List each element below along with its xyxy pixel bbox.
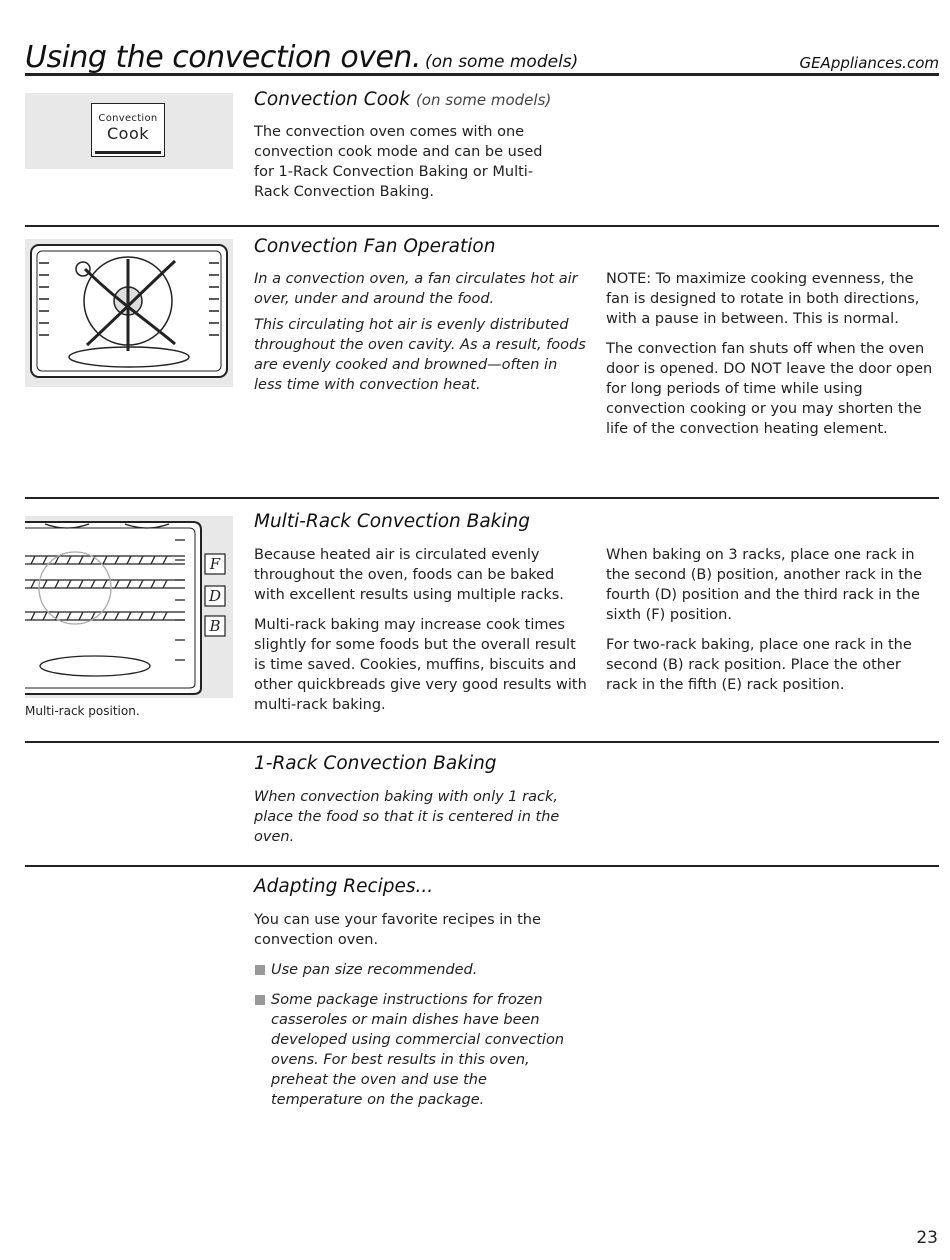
one-rack-heading: 1-Rack Convection Baking — [254, 753, 497, 774]
multi-rack-left-text: Because heated air is circulated evenly throughout the oven, foods can be baked with excellent results using multiple racks. Multi-rack baking may increase cook times slightly for some foods but the overall result is time saved. Cookies, muffins, biscuits and other quickbreads give very good results with multi-rack baking. — [254, 547, 587, 713]
convection-cook-button-illustration — [25, 93, 233, 169]
rack-label-f: F — [209, 555, 221, 573]
bullet-square-icon — [255, 965, 265, 975]
header-rule — [25, 73, 939, 76]
one-rack-body: When convection baking with only 1 rack, place the food so that it is centered in the oven. — [254, 789, 560, 845]
adapting-recipes-heading: Adapting Recipes... — [254, 876, 434, 897]
list-item: Some package instructions for frozen casseroles or main dishes have been developed using commercial convection ovens. For best results in this oven, preheat the oven and use the temperature on the package. — [254, 990, 574, 1110]
section-divider — [25, 865, 939, 867]
section-divider — [25, 225, 939, 227]
section-divider — [25, 741, 939, 743]
convection-fan-illustration — [25, 239, 233, 387]
page-title: Using the convection oven. (on some models) — [25, 40, 579, 75]
section-divider — [25, 497, 939, 499]
multi-rack-caption: Multi-rack position. — [25, 704, 140, 718]
page-number: 23 — [916, 1228, 938, 1248]
rack-label-d: D — [208, 587, 222, 605]
page-subtitle: (on some models) — [424, 52, 579, 72]
multi-rack-heading: Multi-Rack Convection Baking — [254, 511, 530, 532]
website-url: GEAppliances.com — [799, 54, 939, 72]
adapting-recipes-content: You can use your favorite recipes in the convection oven. Use pan size recommended. Some package instructions for frozen casseroles or main dishes have been developed using commercial convection ovens. For best results in this oven, preheat the oven and use the temperature on the package. — [254, 910, 574, 1120]
rack-label-b: B — [209, 617, 221, 635]
convection-cook-body: The convection oven comes with one convection cook mode and can be used for 1-Rack Convection Baking or Multi-Rack Convection Baking. — [254, 124, 543, 200]
convection-cook-key: Convection Cook — [91, 103, 165, 157]
fan-operation-right-text: NOTE: To maximize cooking evenness, the fan is designed to rotate in both directions, with a pause in between. This is normal. The convection fan shuts off when the oven door is opened. DO NOT leave the door open for long periods of time while using convection cooking or you may shorten the life of the convection heating element. — [606, 271, 933, 437]
list-item: Use pan size recommended. — [254, 960, 574, 980]
multi-rack-right-text: When baking on 3 racks, place one rack in the second (B) position, another rack in the fourth (D) position and the third rack in the sixth (F) position. For two-rack baking, place one rack in the second (B) rack position. Place the other rack in the fifth (E) rack position. — [606, 547, 923, 693]
convection-cook-heading: Convection Cook (on some models) — [254, 89, 552, 110]
bullet-square-icon — [255, 995, 265, 1005]
multi-rack-illustration — [25, 516, 233, 698]
fan-operation-left-text: In a convection oven, a fan circulates hot air over, under and around the food. This circulating hot air is evenly distributed throughout the oven cavity. As a result, foods are evenly cooked and browned—often in less time with convection heat. — [254, 271, 586, 393]
fan-operation-heading: Convection Fan Operation — [254, 236, 496, 257]
